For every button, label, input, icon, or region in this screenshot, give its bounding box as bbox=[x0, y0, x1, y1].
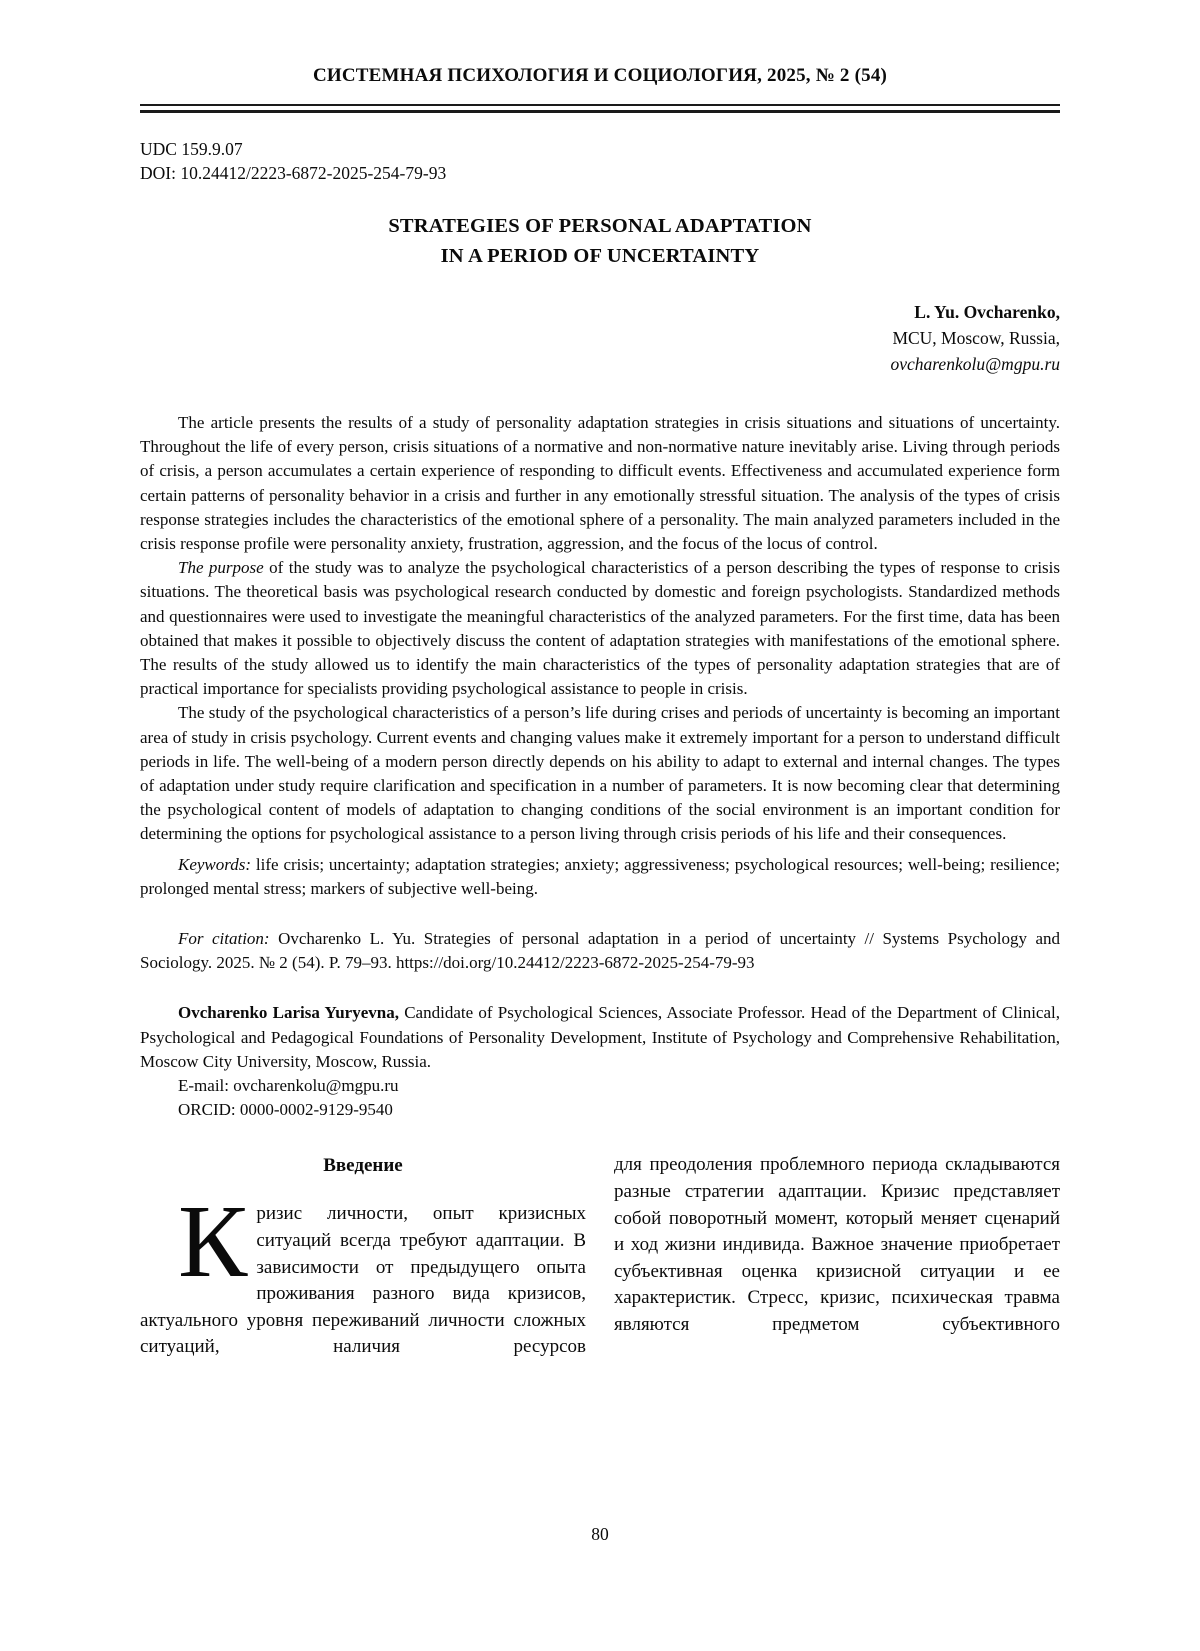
introduction-heading: Введение bbox=[323, 1155, 403, 1177]
keywords-label: Keywords: bbox=[178, 854, 252, 874]
citation-paragraph bbox=[140, 927, 1060, 975]
article-title-line2: IN A PERIOD OF UNCERTAINTY bbox=[440, 245, 760, 267]
citation-text: Ovcharenko L. Yu. Strategies of personal adaptation in a period of uncertainty // Systems Psychology and Sociology. 2025. № 2 (54). P. 79–93. https://doi.org/10.24412/2223-6872-2025-254-79-93 bbox=[140, 929, 1060, 973]
abstract-paragraph-2 bbox=[140, 556, 1060, 701]
author-bio bbox=[140, 1001, 1060, 1074]
author-email: ovcharenkolu@mgpu.ru bbox=[890, 354, 1060, 374]
author-bio-name: Ovcharenko Larisa Yuryevna, bbox=[178, 1003, 399, 1023]
journal-running-head: СИСТЕМНАЯ ПСИХОЛОГИЯ И СОЦИОЛОГИЯ, 2025, № 2 (54) bbox=[312, 65, 888, 86]
purpose-lead: The purpose bbox=[178, 558, 264, 578]
udc-line: UDC 159.9.07 bbox=[140, 139, 243, 159]
abstract-section bbox=[140, 411, 1060, 975]
author-email-line: E-mail: ovcharenkolu@mgpu.ru bbox=[178, 1076, 399, 1096]
abstract-paragraph-3: The study of the psychological characteristics of a person’s life during crises and periods of uncertainty is becoming an important area of study in crisis psychology. Current events and changing values make it extremely important for a person to understand difficult periods in life. The well-being of a modern person directly depends on his ability to adapt to external and internal changes. The types of adaptation under study require clarification and specification in a number of parameters. It is now becoming clear that determining the psychological content of models of adaptation to changing conditions of the social environment is an important condition for determining the options for psychological assistance to a person living through crisis periods of his life and their consequences. bbox=[140, 703, 1060, 844]
author-block bbox=[140, 299, 1060, 377]
right-column bbox=[614, 1152, 1060, 1361]
header-divider bbox=[140, 104, 1060, 113]
introduction-paragraph-left bbox=[140, 1184, 586, 1361]
citation-label: For citation: bbox=[178, 929, 270, 949]
dropcap-letter: К bbox=[178, 1184, 248, 1300]
author-info-section bbox=[140, 1001, 1060, 1122]
keywords-text: life crisis; uncertainty; adaptation strategies; anxiety; aggressiveness; psychological resources; well-being; resilience; prolonged mental stress; markers of subjective well-being. bbox=[140, 854, 1060, 898]
two-column-text bbox=[140, 1152, 1060, 1361]
doi-line: DOI: 10.24412/2223-6872-2025-254-79-93 bbox=[140, 163, 447, 183]
article-title bbox=[140, 211, 1060, 271]
page-number: 80 bbox=[591, 1524, 609, 1544]
article-meta bbox=[140, 137, 1060, 185]
keywords-paragraph bbox=[140, 853, 1060, 901]
introduction-text-left: ризис личности, опыт кризисных ситуаций всегда требуют адаптации. В зависимости от предыдущего опыта проживания разного вида кризисов, актуального уровня переживаний личности сложных ситуаций, наличия ресурсов bbox=[140, 1203, 586, 1358]
introduction-paragraph-right: для преодоления проблемного периода складываются разные стратегии адаптации. Кризис представляет собой поворотный момент, который меняет сценарий и ход жизни индивида. Важное значение приобретает субъективная оценка кризисной ситуации и ее характеристик. Стресс, кризис, психическая травма являются предметом субъективного bbox=[614, 1154, 1060, 1336]
author-affiliation: MCU, Moscow, Russia, bbox=[892, 328, 1060, 348]
abstract-paragraph-1: The article presents the results of a study of personality adaptation strategies in crisis situations and situations of uncertainty. Throughout the life of every person, crisis situations of a normative and non-normative nature inevitably arise. Living through periods of crisis, a person accumulates a certain experience of responding to difficult events. Effectiveness and accumulated experience form certain patterns of personality behavior in a crisis and further in any emotionally stressful situation. The analysis of the types of crisis response strategies includes the characteristics of the emotional sphere of a personality. The main analyzed parameters included in the crisis response profile were personality anxiety, frustration, aggression, and the focus of the locus of control. bbox=[140, 413, 1060, 554]
purpose-text: of the study was to analyze the psychological characteristics of a person describing the types of response to crisis situations. The theoretical basis was psychological research conducted by domestic and foreign psychologists. Standardized methods and questionnaires were used to investigate the meaningful characteristics of the analyzed parameters. For the first time, data has been obtained that makes it possible to objectively discuss the content of adaptation strategies with manifestations of the emotional sphere. The results of the study allowed us to identify the main characteristics of the types of personality adaptation strategies that are of practical importance for specialists providing psychological assistance to people in crisis. bbox=[140, 558, 1060, 699]
author-name: L. Yu. Ovcharenko, bbox=[914, 302, 1060, 322]
author-bio-details: Candidate of Psychological Sciences, Associate Professor. Head of the Department of Clinical, Psychological and Pedagogical Foundations of Personality Development, Institute of Psychology and Comprehensive Rehabilitation, Moscow City University, Moscow, Russia. bbox=[140, 1003, 1060, 1071]
page-content bbox=[140, 137, 1060, 1361]
left-column bbox=[140, 1152, 586, 1361]
article-title-line1: STRATEGIES OF PERSONAL ADAPTATION bbox=[388, 215, 812, 237]
author-orcid-line: ORCID: 0000-0002-9129-9540 bbox=[178, 1100, 393, 1120]
